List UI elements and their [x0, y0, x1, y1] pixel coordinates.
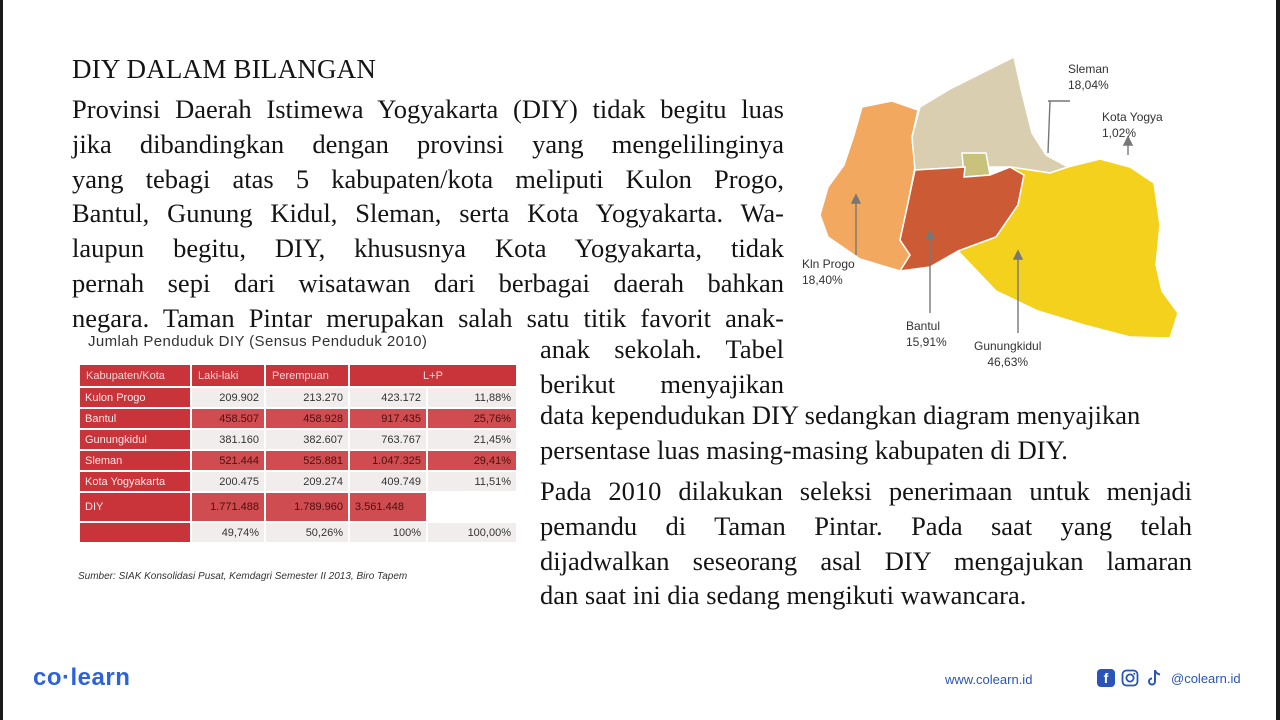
map-svg [800, 55, 1200, 375]
text-line: pemandu di Taman Pintar. Pada saat yang telah [540, 510, 1192, 541]
table-title: Jumlah Penduduk DIY (Sensus Penduduk 2010) [88, 333, 428, 350]
diy-area-map [800, 55, 1200, 375]
cell-female: 50,26% [266, 523, 348, 542]
region-percent: 1,02% [1102, 126, 1137, 140]
cell-female: 209.274 [266, 472, 348, 491]
table-row [80, 472, 516, 491]
cell-total: 423.172 [350, 388, 426, 407]
instagram-icon[interactable] [1121, 669, 1139, 687]
table-row [80, 409, 516, 428]
map-label-kota-yogya [1102, 109, 1163, 141]
cell-region: Sleman [80, 451, 190, 470]
cell-female: 458.928 [266, 409, 348, 428]
cell-percent: 25,76% [428, 409, 516, 428]
cell-female: 213.270 [266, 388, 348, 407]
cell-region: Bantul [80, 409, 190, 428]
cell-total: 3.561.448 [350, 493, 426, 521]
wide-column-text [540, 398, 1192, 468]
cell-total: 917.435 [350, 409, 426, 428]
region-name: Kln Progo [802, 257, 855, 271]
table-row [80, 388, 516, 407]
cell-total: 100% [350, 523, 426, 542]
region-percent: 18,40% [802, 273, 843, 287]
logo-dot: · [62, 664, 71, 691]
map-region-sleman [912, 57, 1068, 173]
cell-female: 382.607 [266, 430, 348, 449]
cell-region [80, 523, 190, 542]
text-line: data kependudukan DIY sedangkan diagram menyajikan [540, 400, 1141, 430]
header-laki: Laki-laki [192, 365, 264, 386]
frame-right-border [1276, 0, 1280, 720]
cell-female: 525.881 [266, 451, 348, 470]
region-name: Bantul [906, 319, 941, 333]
map-label-sleman [1068, 61, 1109, 93]
map-region-kota-yogya [962, 153, 990, 177]
cell-male: 200.475 [192, 472, 264, 491]
intro-line: Provinsi Daerah Istimewa Yogyakarta (DIY) tidak begitu luas [72, 94, 784, 124]
map-label-bantul [906, 318, 947, 350]
second-paragraph [540, 474, 1192, 613]
cell-male: 1.771.488 [192, 493, 264, 521]
colearn-logo [33, 664, 130, 692]
header-perempuan: Perempuan [266, 365, 348, 386]
table-source: Sumber: SIAK Konsolidasi Pusat, Kemdagri Semester II 2013, Biro Tapem [78, 571, 408, 582]
intro-line: yang tebagi atas 5 kabupaten/kota meliputi Kulon Progo, [72, 163, 784, 194]
cell-total: 763.767 [350, 430, 426, 449]
social-handle[interactable]: @colearn.id [1171, 670, 1241, 686]
cell-percent: 11,51% [428, 472, 516, 491]
cell-total: 409.749 [350, 472, 426, 491]
region-percent: 18,04% [1068, 78, 1109, 92]
pointer-sleman [1048, 101, 1050, 153]
header-lp: L+P [350, 365, 516, 386]
region-percent: 46,63% [987, 355, 1029, 369]
header-kabupaten: Kabupaten/Kota [80, 365, 190, 386]
logo-part-learn: learn [70, 664, 131, 691]
intro-line: jika dibandingkan dengan provinsi yang mengelilinginya [72, 128, 784, 159]
cell-region: Kulon Progo [80, 388, 190, 407]
frame-left-border [0, 0, 3, 720]
facebook-icon[interactable]: f [1097, 669, 1115, 687]
region-name: Gunungkidul [974, 339, 1042, 353]
cell-male: 458.507 [192, 409, 264, 428]
intro-paragraph [72, 92, 784, 336]
social-links [1097, 669, 1241, 687]
text-line: anak sekolah. Tabel [540, 334, 784, 364]
table-row [80, 430, 516, 449]
cell-region: Gunungkidul [80, 430, 190, 449]
tiktok-icon[interactable] [1145, 669, 1163, 687]
cell-male: 521.444 [192, 451, 264, 470]
cell-female: 1.789.960 [266, 493, 348, 521]
cell-region: DIY [80, 493, 190, 521]
logo-part-co: co [33, 664, 63, 691]
text-line: dijadwalkan seseorang asal DIY mengajukan lamaran [540, 545, 1192, 576]
table-row-diy-total [80, 493, 516, 521]
text-line: Pada 2010 dilakukan seleksi penerimaan untuk menjadi [540, 476, 1192, 506]
cell-percent: 21,45% [428, 430, 516, 449]
text-line: persentase luas masing-masing kabupaten di DIY. [540, 434, 1068, 465]
text-line: berikut menyajikan [540, 368, 784, 399]
cell-region: Kota Yogyakarta [80, 472, 190, 491]
cell-male: 381.160 [192, 430, 264, 449]
cell-percent: 11,88% [428, 388, 516, 407]
cell-percent: 29,41% [428, 451, 516, 470]
text-line: dan saat ini dia sedang mengikuti wawancara. [540, 580, 1027, 611]
intro-line: pernah sepi dari wisatawan dari berbagai daerah bahkan [72, 267, 784, 298]
table-row [80, 451, 516, 470]
cell-male: 209.902 [192, 388, 264, 407]
region-name: Kota Yogya [1102, 110, 1163, 124]
intro-line: laupun begitu, DIY, khususnya Kota Yogyakarta, tidak [72, 233, 784, 264]
cell-total: 1.047.325 [350, 451, 426, 470]
population-table [78, 363, 518, 544]
narrow-column-text [540, 332, 784, 402]
intro-line: Bantul, Gunung Kidul, Sleman, serta Kota Yogyakarta. Wa- [72, 198, 784, 229]
table-row-share [80, 523, 516, 542]
map-label-kulon-progo [802, 256, 855, 288]
slide-title: DIY DALAM BILANGAN [72, 54, 377, 84]
intro-line: negara. Taman Pintar merupakan salah satu titik favorit anak- [72, 302, 784, 333]
region-percent: 15,91% [906, 335, 947, 349]
footer-website[interactable]: www.colearn.id [945, 672, 1033, 687]
region-name: Sleman [1068, 62, 1109, 76]
cell-percent: 100,00% [428, 523, 516, 542]
map-label-gunungkidul [974, 338, 1041, 370]
table-header-row [80, 365, 516, 386]
cell-percent [428, 493, 516, 521]
cell-male: 49,74% [192, 523, 264, 542]
